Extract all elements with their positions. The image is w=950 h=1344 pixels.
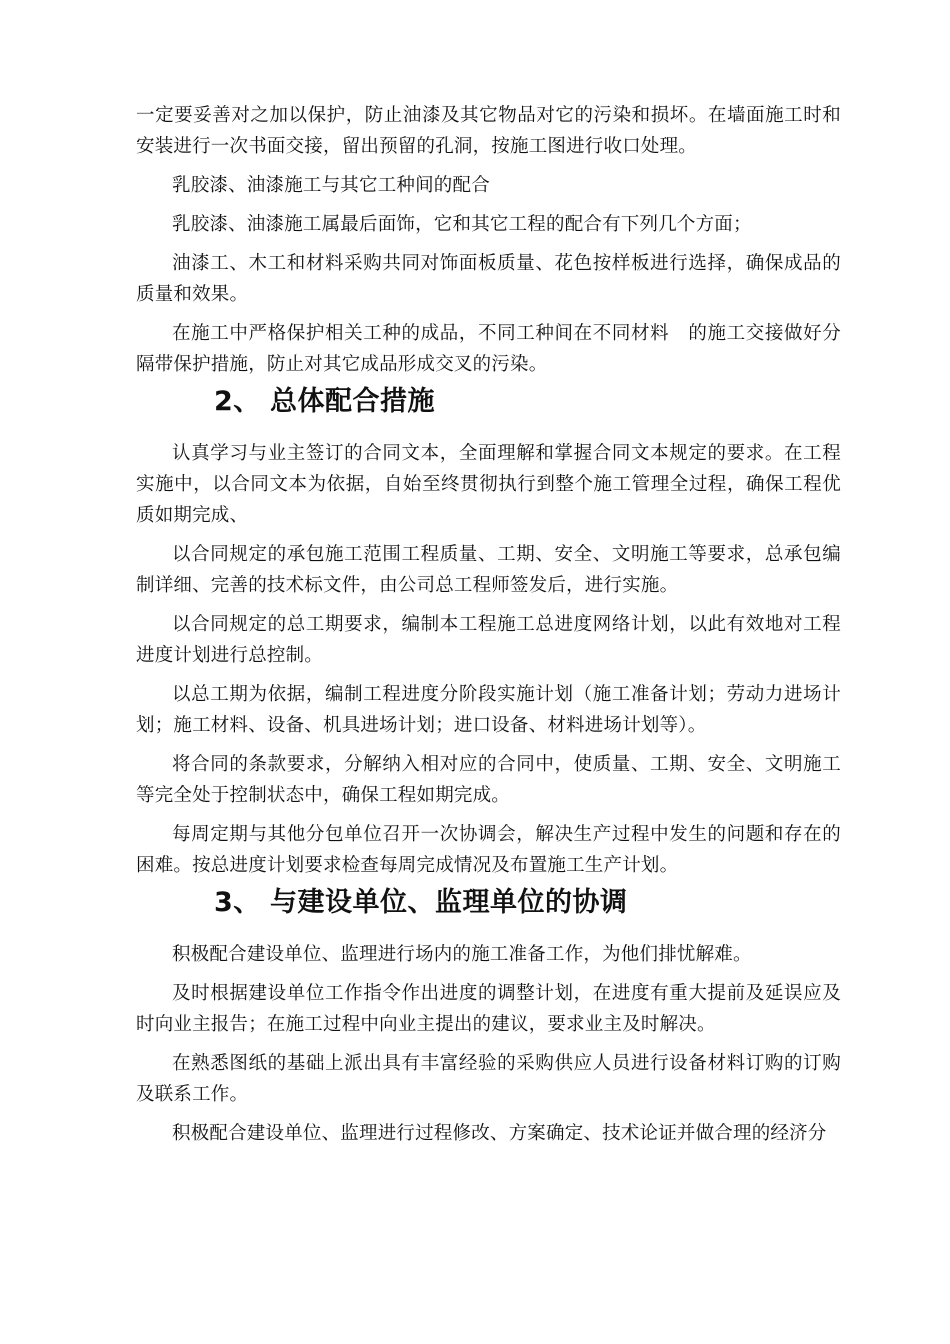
paragraph: 积极配合建设单位、监理进行场内的施工准备工作，为他们排忧解难。 <box>172 944 752 965</box>
section-heading-3 <box>136 885 841 921</box>
paragraph-truncated: 积极配合建设单位、监理进行过程修改、方案确定、技术论证并做合理的经济分 <box>172 1123 827 1144</box>
section-heading-2 <box>136 384 841 420</box>
section-number: 3、 <box>214 887 261 918</box>
paragraph-subheading: 乳胶漆、油漆施工与其它工种间的配合 <box>172 175 490 196</box>
paragraph: 及时根据建设单位工作指令作出进度的调整计划，在进度有重大提前及延误应及时向业主报告；在施工过程中向业主提出的建议，要求业主及时解决。 <box>136 983 841 1035</box>
paragraph: 以合同规定的总工期要求，编制本工程施工总进度网络计划，以此有效地对工程进度计划进行总控制。 <box>136 614 841 666</box>
document-page <box>136 100 841 1157</box>
section-title: 总体配合措施 <box>270 386 435 417</box>
paragraph: 乳胶漆、油漆施工属最后面饰，它和其它工程的配合有下列几个方面； <box>172 214 752 235</box>
paragraph: 将合同的条款要求，分解纳入相对应的合同中，使质量、工期、安全、文明施工等完全处于控制状态中，确保工程如期完成。 <box>136 754 841 806</box>
paragraph-continued: 一定要妥善对之加以保护，防止油漆及其它物品对它的污染和损坏。在墙面施工时和安装进行一次书面交接，留出预留的孔洞，按施工图进行收口处理。 <box>136 105 841 157</box>
paragraph: 油漆工、木工和材料采购共同对饰面板质量、花色按样板进行选择，确保成品的质量和效果。 <box>136 253 841 305</box>
paragraph: 以总工期为依据，编制工程进度分阶段实施计划（施工准备计划；劳动力进场计划；施工材料、设备、机具进场计划；进口设备、材料进场计划等）。 <box>136 684 841 736</box>
paragraph: 认真学习与业主签订的合同文本，全面理解和掌握合同文本规定的要求。在工程实施中，以合同文本为依据，自始至终贯彻执行到整个施工管理全过程，确保工程优质如期完成、 <box>136 443 841 526</box>
paragraph: 以合同规定的承包施工范围工程质量、工期、安全、文明施工等要求，总承包编制详细、完善的技术标文件，由公司总工程师签发后，进行实施。 <box>136 544 841 596</box>
paragraph: 在熟悉图纸的基础上派出具有丰富经验的采购供应人员进行设备材料订购的订购及联系工作。 <box>136 1053 841 1105</box>
section-title: 与建设单位、监理单位的协调 <box>270 887 628 918</box>
paragraph: 在施工中严格保护相关工种的成品，不同工种间在不同材料 的施工交接做好分隔带保护措施，防止对其它成品形成交叉的污染。 <box>136 323 841 375</box>
section-number: 2、 <box>214 386 261 417</box>
paragraph: 每周定期与其他分包单位召开一次协调会，解决生产过程中发生的问题和存在的困难。按总进度计划要求检查每周完成情况及布置施工生产计划。 <box>136 824 841 876</box>
